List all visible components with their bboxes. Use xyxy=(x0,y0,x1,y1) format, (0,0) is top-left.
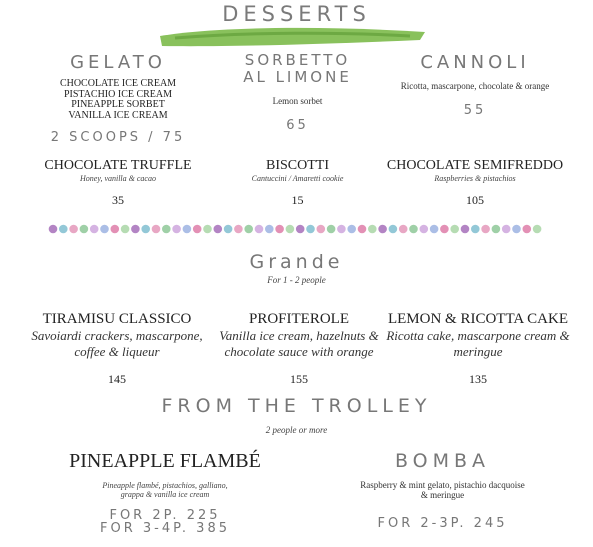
divider-dot xyxy=(420,225,429,234)
divider-dot xyxy=(296,225,305,234)
divider-dot xyxy=(49,225,58,234)
divider-dot xyxy=(90,225,99,234)
sorbetto-desc: Lemon sorbet xyxy=(272,96,323,106)
gelato-price: 2 SCOOPS / 75 xyxy=(50,130,186,145)
sorbetto-title-line1: SORBETTO xyxy=(244,51,351,69)
divider-dot xyxy=(512,225,521,234)
divider-dot xyxy=(306,225,315,234)
divider-dot xyxy=(203,225,212,234)
divider-dot xyxy=(224,225,233,234)
cannoli-section xyxy=(385,52,565,118)
divider-dot xyxy=(265,225,274,234)
divider-dot xyxy=(450,225,459,234)
divider-dot xyxy=(461,225,470,234)
item-title: BISCOTTI xyxy=(266,158,329,173)
item-desc: Savoiardi crackers, mascarpone, coffee & liqueur xyxy=(31,328,203,359)
divider-dot xyxy=(111,225,120,234)
divider-dot xyxy=(389,225,398,234)
divider-dot xyxy=(286,225,295,234)
divider-dot xyxy=(193,225,202,234)
item-price: 105 xyxy=(466,193,484,207)
divider-dot xyxy=(152,225,161,234)
menu-item-biscotti xyxy=(215,158,380,208)
divider-dot xyxy=(162,225,171,234)
divider-dot xyxy=(80,225,89,234)
menu-item-bomba xyxy=(315,450,570,531)
grande-title: Grande xyxy=(249,251,344,273)
trolley-title: FROM THE TROLLEY xyxy=(161,395,432,417)
divider-dot xyxy=(183,225,192,234)
pineapple-price-2p: FOR 2P. 225 xyxy=(109,508,221,523)
item-title: LEMON & RICOTTA CAKE xyxy=(387,311,569,327)
item-desc: Vanilla ice cream, hazelnuts & chocolate sauce with orange xyxy=(219,328,379,359)
divider-dot xyxy=(430,225,439,234)
item-desc: Ricotta cake, mascarpone cream & meringue xyxy=(386,328,570,359)
menu-item-chocolate-truffle xyxy=(28,158,208,208)
menu-item-pineapple-flambe xyxy=(40,450,290,535)
lemon-ricotta-price: 135 xyxy=(469,372,487,386)
divider-dot xyxy=(327,225,336,234)
divider-dot xyxy=(492,225,501,234)
item-desc-line1: Raspberry & mint gelato, pistachio dacquoise xyxy=(360,480,525,490)
divider-dot xyxy=(368,225,377,234)
grande-subtitle: For 1 - 2 people xyxy=(267,275,326,285)
gelato-flavor: PISTACHIO ICE CREAM xyxy=(63,88,173,100)
grande-section xyxy=(0,251,593,285)
menu-item-chocolate-semifreddo xyxy=(385,158,565,208)
divider-dot xyxy=(409,225,418,234)
divider-dot xyxy=(471,225,480,234)
divider-dot xyxy=(317,225,326,234)
item-title: CHOCOLATE SEMIFREDDO xyxy=(386,158,564,173)
divider-dot xyxy=(141,225,150,234)
item-title: TIRAMISU CLASSICO xyxy=(42,311,192,327)
divider-dot xyxy=(100,225,109,234)
trolley-section xyxy=(0,395,593,435)
divider-dot xyxy=(533,225,542,234)
page-title: DESSERTS xyxy=(222,2,371,26)
trolley-subtitle: 2 people or more xyxy=(265,425,328,435)
divider-dot xyxy=(244,225,253,234)
cannoli-title: CANNOLI xyxy=(420,52,530,73)
cannoli-price: 55 xyxy=(463,103,487,118)
gelato-title: GELATO xyxy=(70,52,166,73)
pineapple-price-3-4p: FOR 3-4P. 385 xyxy=(100,521,230,536)
item-desc: Honey, vanilla & cacao xyxy=(80,174,156,183)
divider-dot xyxy=(69,225,78,234)
profiterole-price: 155 xyxy=(290,372,308,386)
item-desc-line1: Pineapple flambé, pistachios, galliano, xyxy=(102,481,228,490)
divider-dot xyxy=(255,225,264,234)
divider-dot xyxy=(347,225,356,234)
menu-item-profiterole xyxy=(214,311,384,360)
item-desc: Raspberries & pistachios xyxy=(434,174,516,183)
item-title: BOMBA xyxy=(394,450,491,472)
divider-dot xyxy=(59,225,68,234)
divider-dot xyxy=(502,225,511,234)
divider-dot xyxy=(131,225,140,234)
divider-dot xyxy=(440,225,449,234)
gelato-flavor: VANILLA ICE CREAM xyxy=(68,109,168,121)
divider-dot xyxy=(378,225,387,234)
divider-dot xyxy=(234,225,243,234)
divider-dot xyxy=(121,225,130,234)
gelato-section xyxy=(28,52,208,145)
item-desc-line2: & meringue xyxy=(420,490,465,500)
divider-dot xyxy=(523,225,532,234)
cannoli-desc: Ricotta, mascarpone, chocolate & orange xyxy=(400,81,550,91)
menu-item-lemon-ricotta-cake xyxy=(382,311,574,360)
divider-dot xyxy=(358,225,367,234)
item-desc: Cantuccini / Amaretti cookie xyxy=(251,174,344,183)
divider-dot xyxy=(172,225,181,234)
divider-dot xyxy=(399,225,408,234)
menu-item-tiramisu xyxy=(22,311,212,360)
watercolor-dot-divider xyxy=(48,222,548,236)
divider-dot xyxy=(337,225,346,234)
sorbetto-price: 65 xyxy=(286,118,309,133)
item-price: 15 xyxy=(291,193,304,207)
gelato-flavor: CHOCOLATE ICE CREAM xyxy=(59,78,177,89)
gelato-flavor: PINEAPPLE SORBET xyxy=(71,99,165,110)
item-price: 35 xyxy=(112,193,124,207)
sorbetto-section xyxy=(215,52,380,133)
divider-dot xyxy=(214,225,223,234)
item-title: CHOCOLATE TRUFFLE xyxy=(44,158,192,173)
bomba-price: FOR 2-3P. 245 xyxy=(377,516,508,531)
item-title: PINEAPPLE FLAMBÉ xyxy=(69,450,261,472)
tiramisu-price: 145 xyxy=(108,372,126,386)
divider-dot xyxy=(481,225,490,234)
sorbetto-title-line2: AL LIMONE xyxy=(243,68,352,86)
divider-dot xyxy=(275,225,284,234)
item-desc-line2: grappa & vanilla ice cream xyxy=(120,490,210,499)
item-title: PROFITEROLE xyxy=(248,311,349,327)
